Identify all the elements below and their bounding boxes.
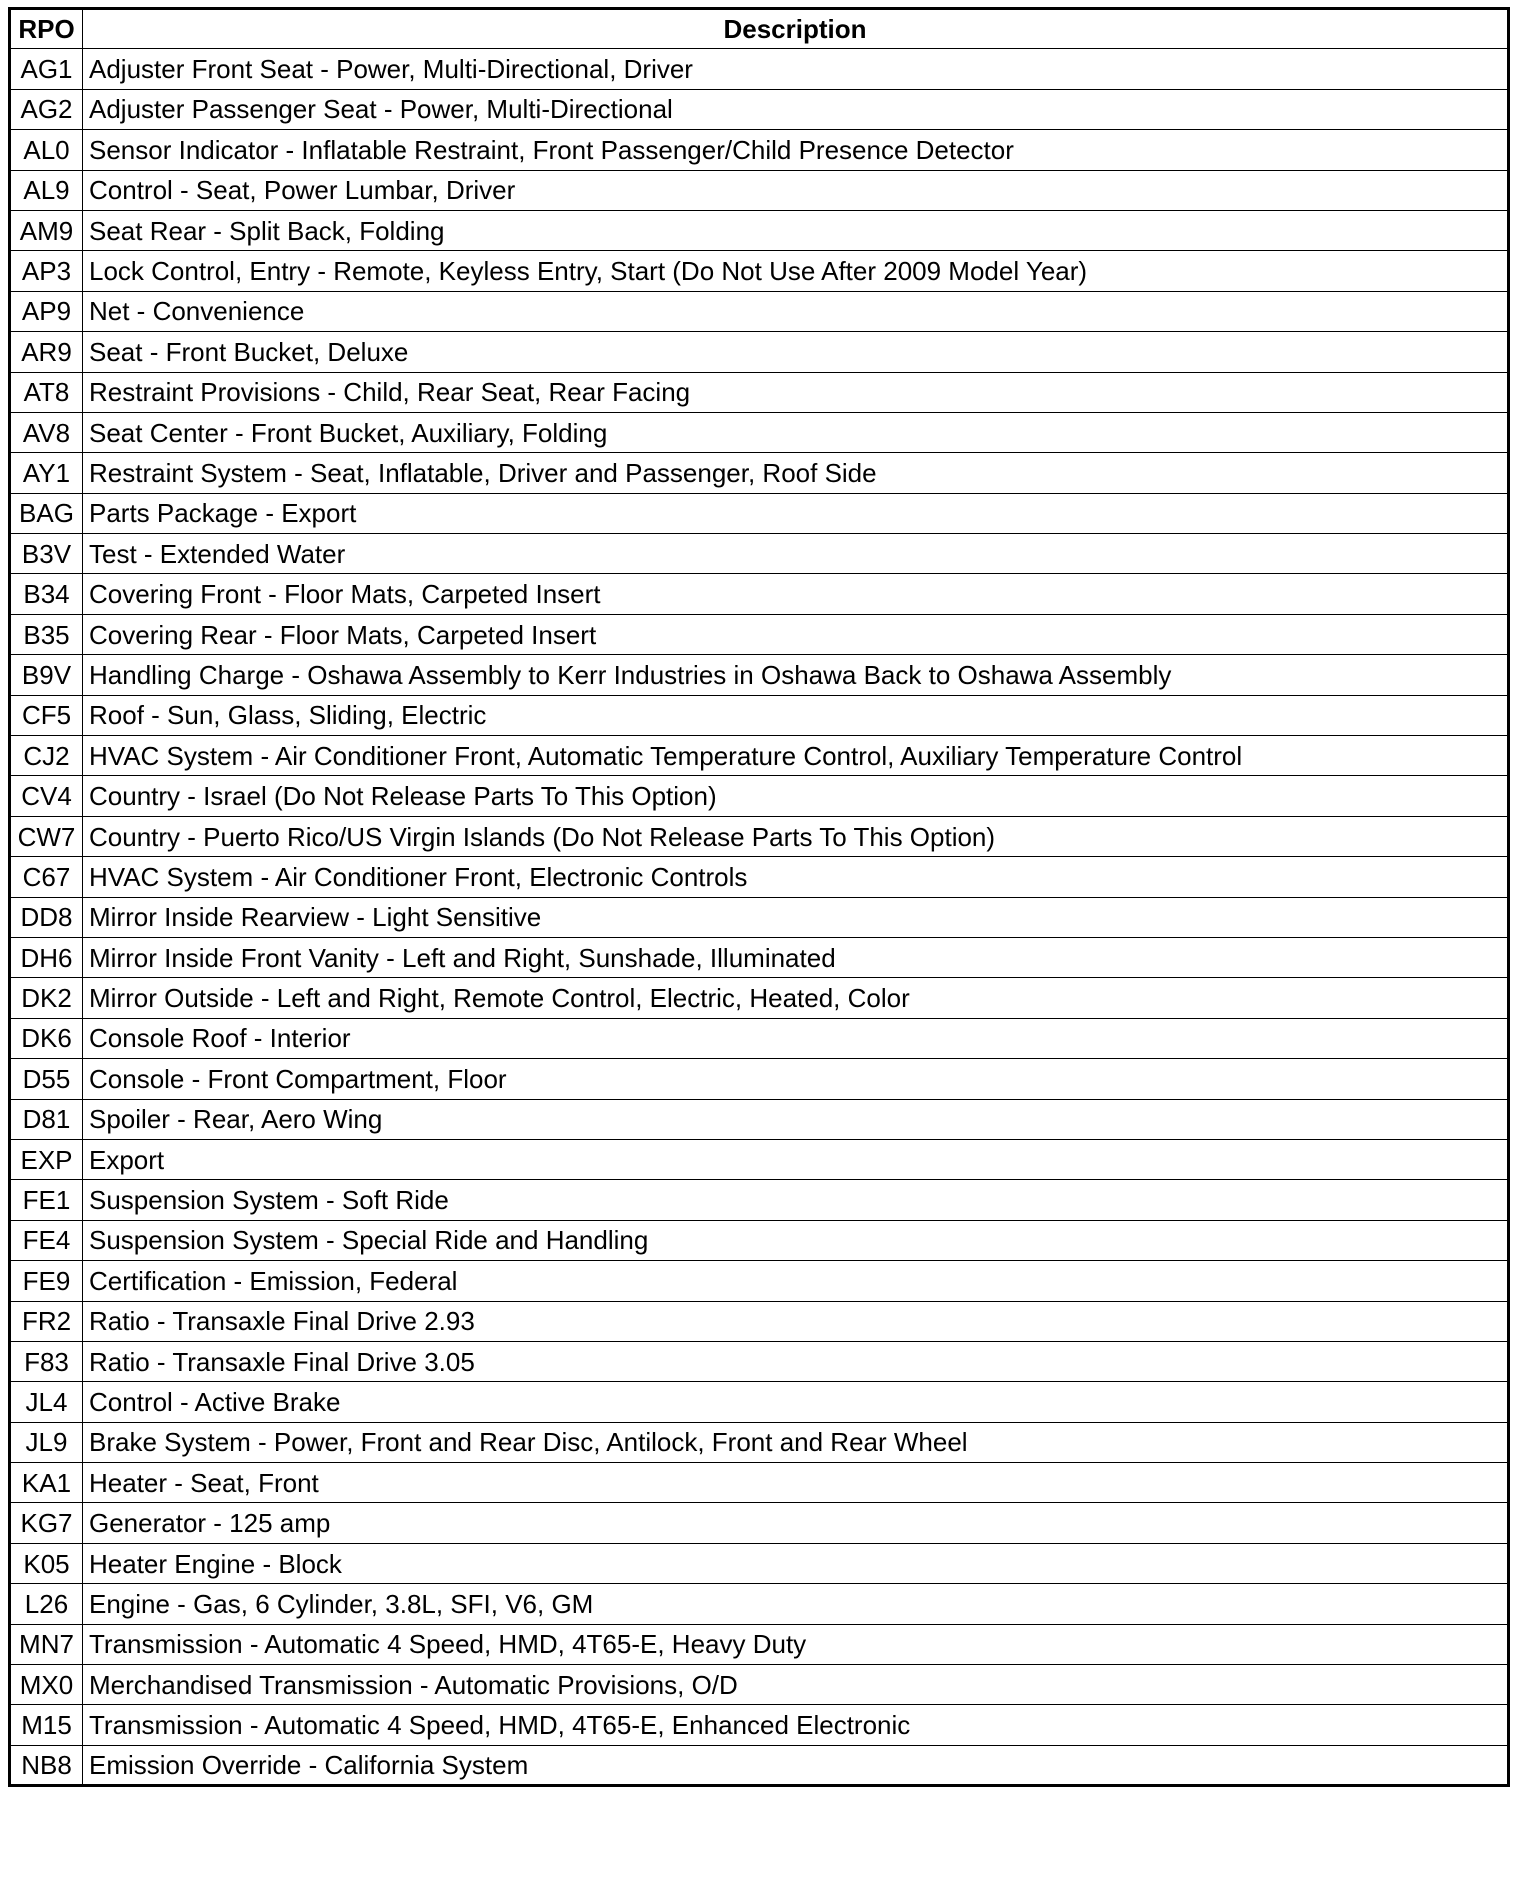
rpo-description: Merchandised Transmission - Automatic Provisions, O/D (83, 1665, 1509, 1705)
table-row (10, 372, 1509, 412)
rpo-code: FE9 (10, 1261, 83, 1301)
rpo-code: JL9 (10, 1422, 83, 1462)
table-row (10, 291, 1509, 331)
rpo-code: AV8 (10, 412, 83, 452)
table-row (10, 897, 1509, 937)
rpo-code: AP3 (10, 251, 83, 291)
rpo-description: Lock Control, Entry - Remote, Keyless Entry, Start (Do Not Use After 2009 Model Year) (83, 251, 1509, 291)
rpo-code: CW7 (10, 816, 83, 856)
table-row (10, 776, 1509, 816)
rpo-description: Suspension System - Soft Ride (83, 1180, 1509, 1220)
rpo-description: HVAC System - Air Conditioner Front, Automatic Temperature Control, Auxiliary Temperature Control (83, 736, 1509, 776)
table-row (10, 453, 1509, 493)
rpo-description: Covering Front - Floor Mats, Carpeted Insert (83, 574, 1509, 614)
rpo-description: Adjuster Passenger Seat - Power, Multi-Directional (83, 89, 1509, 129)
table-row (10, 332, 1509, 372)
table-row (10, 89, 1509, 129)
rpo-description: Covering Rear - Floor Mats, Carpeted Insert (83, 614, 1509, 654)
table-row (10, 1382, 1509, 1422)
rpo-code: B3V (10, 534, 83, 574)
rpo-description: Console Roof - Interior (83, 1018, 1509, 1058)
rpo-description: Ratio - Transaxle Final Drive 3.05 (83, 1341, 1509, 1381)
table-row (10, 1543, 1509, 1583)
rpo-code: AG1 (10, 49, 83, 89)
rpo-code: FE1 (10, 1180, 83, 1220)
table-row (10, 1180, 1509, 1220)
table-row (10, 1745, 1509, 1785)
header-row (10, 9, 1509, 49)
rpo-description: Parts Package - Export (83, 493, 1509, 533)
rpo-description: Export (83, 1139, 1509, 1179)
table-row (10, 1584, 1509, 1624)
table-row (10, 1018, 1509, 1058)
table-row (10, 1503, 1509, 1543)
table-body (10, 49, 1509, 1786)
rpo-description: Control - Seat, Power Lumbar, Driver (83, 170, 1509, 210)
rpo-code: DD8 (10, 897, 83, 937)
table-row (10, 493, 1509, 533)
table-row (10, 1463, 1509, 1503)
rpo-code: DK6 (10, 1018, 83, 1058)
rpo-description: HVAC System - Air Conditioner Front, Electronic Controls (83, 857, 1509, 897)
rpo-description: Heater - Seat, Front (83, 1463, 1509, 1503)
rpo-description: Spoiler - Rear, Aero Wing (83, 1099, 1509, 1139)
rpo-description: Emission Override - California System (83, 1745, 1509, 1785)
rpo-description: Generator - 125 amp (83, 1503, 1509, 1543)
table-row (10, 1099, 1509, 1139)
rpo-description: Control - Active Brake (83, 1382, 1509, 1422)
rpo-description: Seat Rear - Split Back, Folding (83, 210, 1509, 250)
rpo-code: AL0 (10, 130, 83, 170)
rpo-code: AL9 (10, 170, 83, 210)
table-row (10, 251, 1509, 291)
rpo-code: B34 (10, 574, 83, 614)
rpo-code: AM9 (10, 210, 83, 250)
rpo-code: DK2 (10, 978, 83, 1018)
table-row (10, 1059, 1509, 1099)
rpo-code: AT8 (10, 372, 83, 412)
table-row (10, 49, 1509, 89)
rpo-code: M15 (10, 1705, 83, 1745)
table-row (10, 736, 1509, 776)
rpo-description: Roof - Sun, Glass, Sliding, Electric (83, 695, 1509, 735)
table-row (10, 1341, 1509, 1381)
rpo-code: FE4 (10, 1220, 83, 1260)
rpo-table (8, 7, 1510, 1787)
table-row (10, 1422, 1509, 1462)
table-row (10, 937, 1509, 977)
rpo-description: Console - Front Compartment, Floor (83, 1059, 1509, 1099)
table-row (10, 978, 1509, 1018)
rpo-description: Test - Extended Water (83, 534, 1509, 574)
rpo-description: Mirror Inside Front Vanity - Left and Right, Sunshade, Illuminated (83, 937, 1509, 977)
rpo-description: Sensor Indicator - Inflatable Restraint, Front Passenger/Child Presence Detector (83, 130, 1509, 170)
rpo-code: FR2 (10, 1301, 83, 1341)
rpo-code: CJ2 (10, 736, 83, 776)
rpo-column-header: RPO (10, 9, 83, 49)
rpo-code: AG2 (10, 89, 83, 129)
rpo-code: K05 (10, 1543, 83, 1583)
rpo-description: Seat Center - Front Bucket, Auxiliary, Folding (83, 412, 1509, 452)
rpo-description: Transmission - Automatic 4 Speed, HMD, 4T65-E, Enhanced Electronic (83, 1705, 1509, 1745)
rpo-description: Adjuster Front Seat - Power, Multi-Directional, Driver (83, 49, 1509, 89)
rpo-description: Seat - Front Bucket, Deluxe (83, 332, 1509, 372)
rpo-description: Handling Charge - Oshawa Assembly to Kerr Industries in Oshawa Back to Oshawa Assembly (83, 655, 1509, 695)
rpo-code: MN7 (10, 1624, 83, 1664)
table-row (10, 574, 1509, 614)
rpo-code: D81 (10, 1099, 83, 1139)
rpo-code: AR9 (10, 332, 83, 372)
rpo-code: DH6 (10, 937, 83, 977)
rpo-description: Suspension System - Special Ride and Handling (83, 1220, 1509, 1260)
table-row (10, 816, 1509, 856)
table-row (10, 1301, 1509, 1341)
rpo-description: Ratio - Transaxle Final Drive 2.93 (83, 1301, 1509, 1341)
table-row (10, 1220, 1509, 1260)
rpo-description: Heater Engine - Block (83, 1543, 1509, 1583)
table-row (10, 1261, 1509, 1301)
rpo-description: Brake System - Power, Front and Rear Disc, Antilock, Front and Rear Wheel (83, 1422, 1509, 1462)
rpo-description: Country - Puerto Rico/US Virgin Islands (Do Not Release Parts To This Option) (83, 816, 1509, 856)
rpo-code: B35 (10, 614, 83, 654)
rpo-description: Transmission - Automatic 4 Speed, HMD, 4T65-E, Heavy Duty (83, 1624, 1509, 1664)
table-row (10, 614, 1509, 654)
table-row (10, 857, 1509, 897)
rpo-code: L26 (10, 1584, 83, 1624)
table-row (10, 130, 1509, 170)
table-row (10, 534, 1509, 574)
rpo-description: Country - Israel (Do Not Release Parts To This Option) (83, 776, 1509, 816)
rpo-code: F83 (10, 1341, 83, 1381)
rpo-code: EXP (10, 1139, 83, 1179)
rpo-code: B9V (10, 655, 83, 695)
rpo-description: Net - Convenience (83, 291, 1509, 331)
rpo-code: CV4 (10, 776, 83, 816)
rpo-description: Certification - Emission, Federal (83, 1261, 1509, 1301)
table-row (10, 1665, 1509, 1705)
rpo-code: AY1 (10, 453, 83, 493)
rpo-code: NB8 (10, 1745, 83, 1785)
table-row (10, 655, 1509, 695)
table-row (10, 210, 1509, 250)
table-row (10, 1139, 1509, 1179)
table-row (10, 1624, 1509, 1664)
rpo-code: BAG (10, 493, 83, 533)
rpo-description: Restraint Provisions - Child, Rear Seat, Rear Facing (83, 372, 1509, 412)
rpo-code: D55 (10, 1059, 83, 1099)
table-row (10, 695, 1509, 735)
rpo-code: JL4 (10, 1382, 83, 1422)
rpo-code: C67 (10, 857, 83, 897)
description-column-header: Description (83, 9, 1509, 49)
rpo-code: CF5 (10, 695, 83, 735)
rpo-code: AP9 (10, 291, 83, 331)
rpo-description: Engine - Gas, 6 Cylinder, 3.8L, SFI, V6, GM (83, 1584, 1509, 1624)
table-row (10, 170, 1509, 210)
rpo-code: KA1 (10, 1463, 83, 1503)
table-row (10, 1705, 1509, 1745)
rpo-description: Mirror Outside - Left and Right, Remote Control, Electric, Heated, Color (83, 978, 1509, 1018)
rpo-code: MX0 (10, 1665, 83, 1705)
rpo-description: Restraint System - Seat, Inflatable, Driver and Passenger, Roof Side (83, 453, 1509, 493)
rpo-code: KG7 (10, 1503, 83, 1543)
table-row (10, 412, 1509, 452)
rpo-description: Mirror Inside Rearview - Light Sensitive (83, 897, 1509, 937)
